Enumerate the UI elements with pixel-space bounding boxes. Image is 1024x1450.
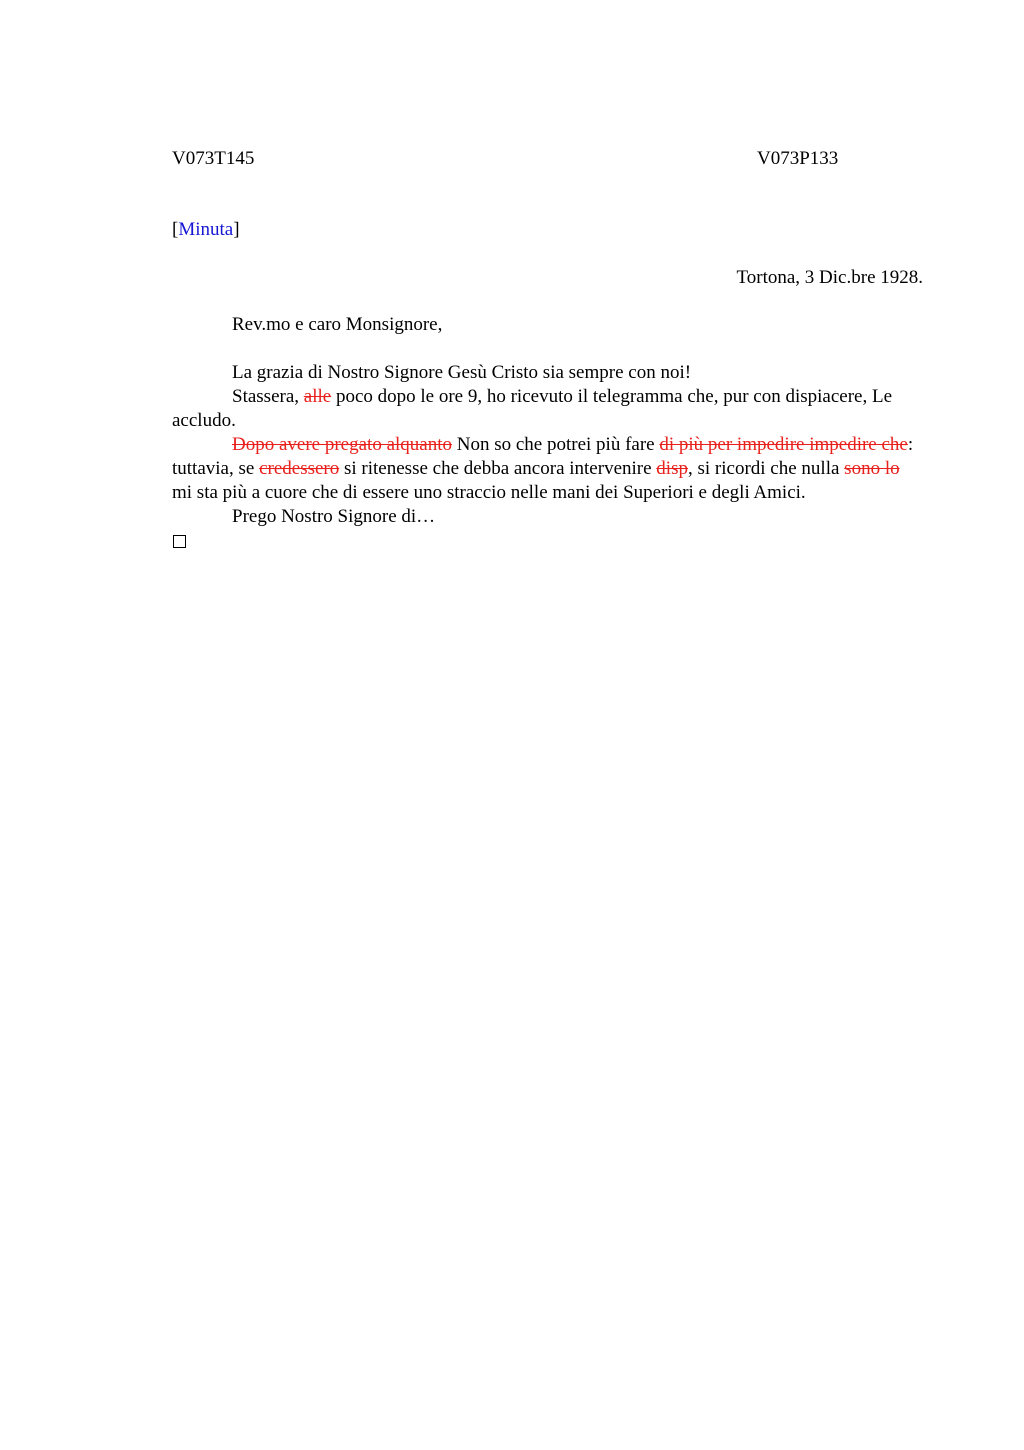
bracket-open: [ [172, 219, 179, 240]
paragraph-4 [172, 505, 924, 529]
text-run: Non so che potrei più fare [452, 434, 660, 455]
paragraph-3 [172, 433, 924, 505]
salutation: Rev.mo e caro Monsignore, [232, 314, 443, 335]
text-run: , si ricordi che nulla [687, 458, 845, 479]
paragraph-2 [172, 385, 924, 433]
text-run: si ritenesse che debba ancora intervenire [339, 458, 657, 479]
document-type-note [172, 218, 240, 242]
deleted-text: credessero [259, 458, 340, 479]
text-run: : tuttavia, se [172, 434, 914, 479]
empty-square-icon [173, 535, 186, 548]
letter-body [172, 361, 924, 548]
text-run: poco dopo le ore 9, ho ricevuto il telegramma che, pur con dispiacere, Le accludo. [172, 386, 893, 431]
document-type-label: Minuta [178, 219, 234, 240]
deleted-text: disp [656, 458, 688, 479]
reference-code-left: V073T145 [172, 148, 255, 169]
deleted-text: di più per impedire impedire che [659, 434, 908, 455]
reference-code-right: V073P133 [757, 148, 839, 169]
text-run: mi sta più a cuore che di essere uno straccio nelle mani dei Superiori e degli Amici. [172, 482, 806, 503]
deleted-text: alle [303, 386, 332, 407]
paragraph-4-text: Prego Nostro Signore di… [232, 506, 436, 527]
paragraph-1-text: La grazia di Nostro Signore Gesù Cristo sia sempre con noi! [232, 362, 692, 383]
dateline: Tortona, 3 Dic.bre 1928. [736, 267, 923, 288]
text-run: Stassera, [232, 386, 304, 407]
deleted-text: sono lo [844, 458, 900, 479]
paragraph-1 [172, 361, 924, 385]
bracket-close: ] [233, 219, 240, 240]
deleted-text: Dopo avere pregato alquanto [232, 434, 452, 455]
